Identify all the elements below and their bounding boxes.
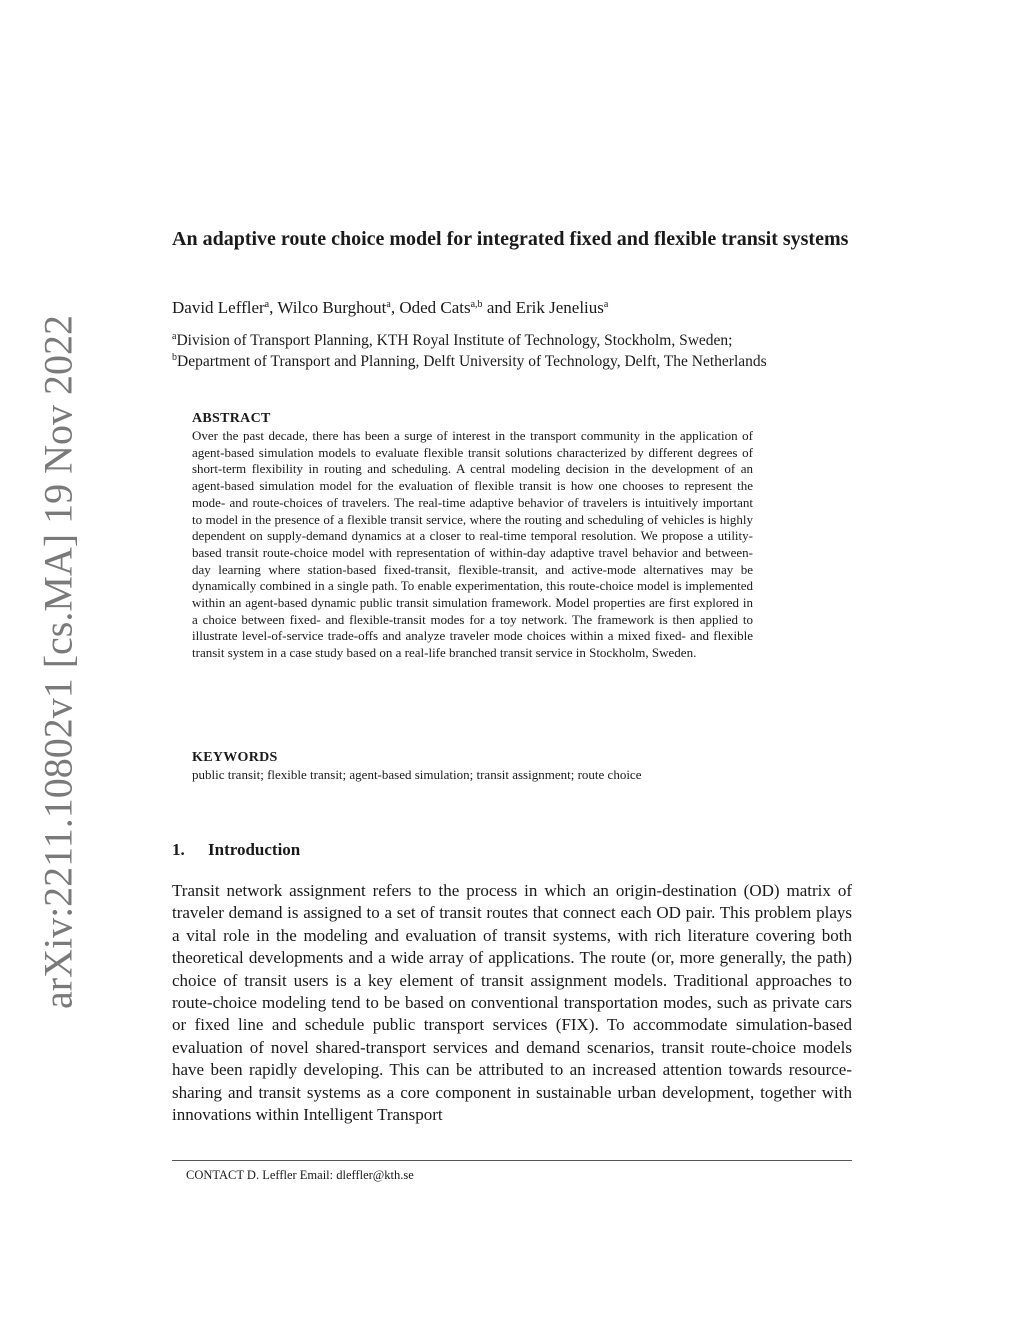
abstract-heading: ABSTRACT [192,411,271,426]
section-heading-introduction [172,840,300,860]
arxiv-identifier: arXiv:2211.10802v1 [cs.MA] 19 Nov 2022 [35,314,81,1010]
author-name: Wilco Burghout [277,298,387,317]
section-number: 1. [172,840,185,859]
introduction-paragraph: Transit network assignment refers to the process in which an origin-destination (OD) matrix of traveler demand is assigned to a set of transit routes that connect each OD pair. This problem plays a vital role in the modeling and evaluation of transit systems, with rich literature covering both theoretical developments and a wide array of applications. The route (or, more generally, the path) choice of transit users is a key element of transit assignment models. Traditional approaches to route-choice modeling tend to be based on conventional transportation modes, such as private cars or fixed line and schedule public transport services (FIX). To accommodate simulation-based evaluation of novel shared-transport services and demand scenarios, transit route-choice models have been rapidly developing. This can be attributed to an increased attention towards resource-sharing and transit systems as a core component in sustainable urban development, together with innovations within Intelligent Transport [172,881,852,1125]
abstract-section [192,410,753,662]
keywords-heading: KEYWORDS [192,750,278,765]
contact-footnote: CONTACT D. Leffler Email: dleffler@kth.se [186,1168,414,1182]
affiliation-mark: a,b [470,299,483,310]
author-name: David Leffler [172,298,265,317]
abstract-text: Over the past decade, there has been a surge of interest in the transport community in the application of agent-based simulation models to evaluate flexible transit solutions characterized by different degrees of short-term flexibility in routing and scheduling. A central modeling decision in the development of an agent-based simulation model for the evaluation of flexible transit is how one chooses to represent the mode- and route-choices of travelers. The real-time adaptive behavior of travelers is intuitively important to model in the presence of a flexible transit service, where the routing and scheduling of vehicles is highly dependent on supply-demand dynamics at a closer to real-time temporal resolution. We propose a utility-based transit route-choice model with representation of within-day adaptive travel behavior and between-day learning where station-based fixed-transit, flexible-transit, and active-mode alternatives may be dynamically combined in a single path. To enable experimentation, this route-choice model is implemented within an agent-based dynamic public transit simulation framework. Model properties are first explored in a choice between fixed- and flexible-transit modes for a toy network. The framework is then applied to illustrate level-of-service trade-offs and analyze traveler mode choices within a mixed fixed- and flexible transit system in a case study based on a real-life branched transit service in Stockholm, Sweden. [192,428,753,661]
author-name: Oded Cats [399,298,471,317]
keywords-section [192,749,753,784]
author-list: David Leffler$^a$, Wilco Burghout$^a$, Oded Cats$^{a,b}$ and Erik Jenelius$^a$ [172,298,609,317]
section-title: Introduction [208,840,301,859]
affiliations [172,330,852,372]
footnote-rule [172,1160,852,1161]
affiliation-b: $^b$Department of Transport and Planning, Delft University of Technology, Delft, The Netherlands [172,352,767,370]
affiliation-mark: a [603,299,609,310]
affiliation-mark: a [386,299,391,310]
affiliation-mark: a [264,299,270,310]
author-name: Erik Jenelius [515,298,604,317]
keywords-text: public transit; flexible transit; agent-based simulation; transit assignment; route choice [192,767,642,782]
paper-title: An adaptive route choice model for integrated fixed and flexible transit systems [172,228,849,250]
affiliation-a: $^a$Division of Transport Planning, KTH Royal Institute of Technology, Stockholm, Sweden; [172,331,733,349]
